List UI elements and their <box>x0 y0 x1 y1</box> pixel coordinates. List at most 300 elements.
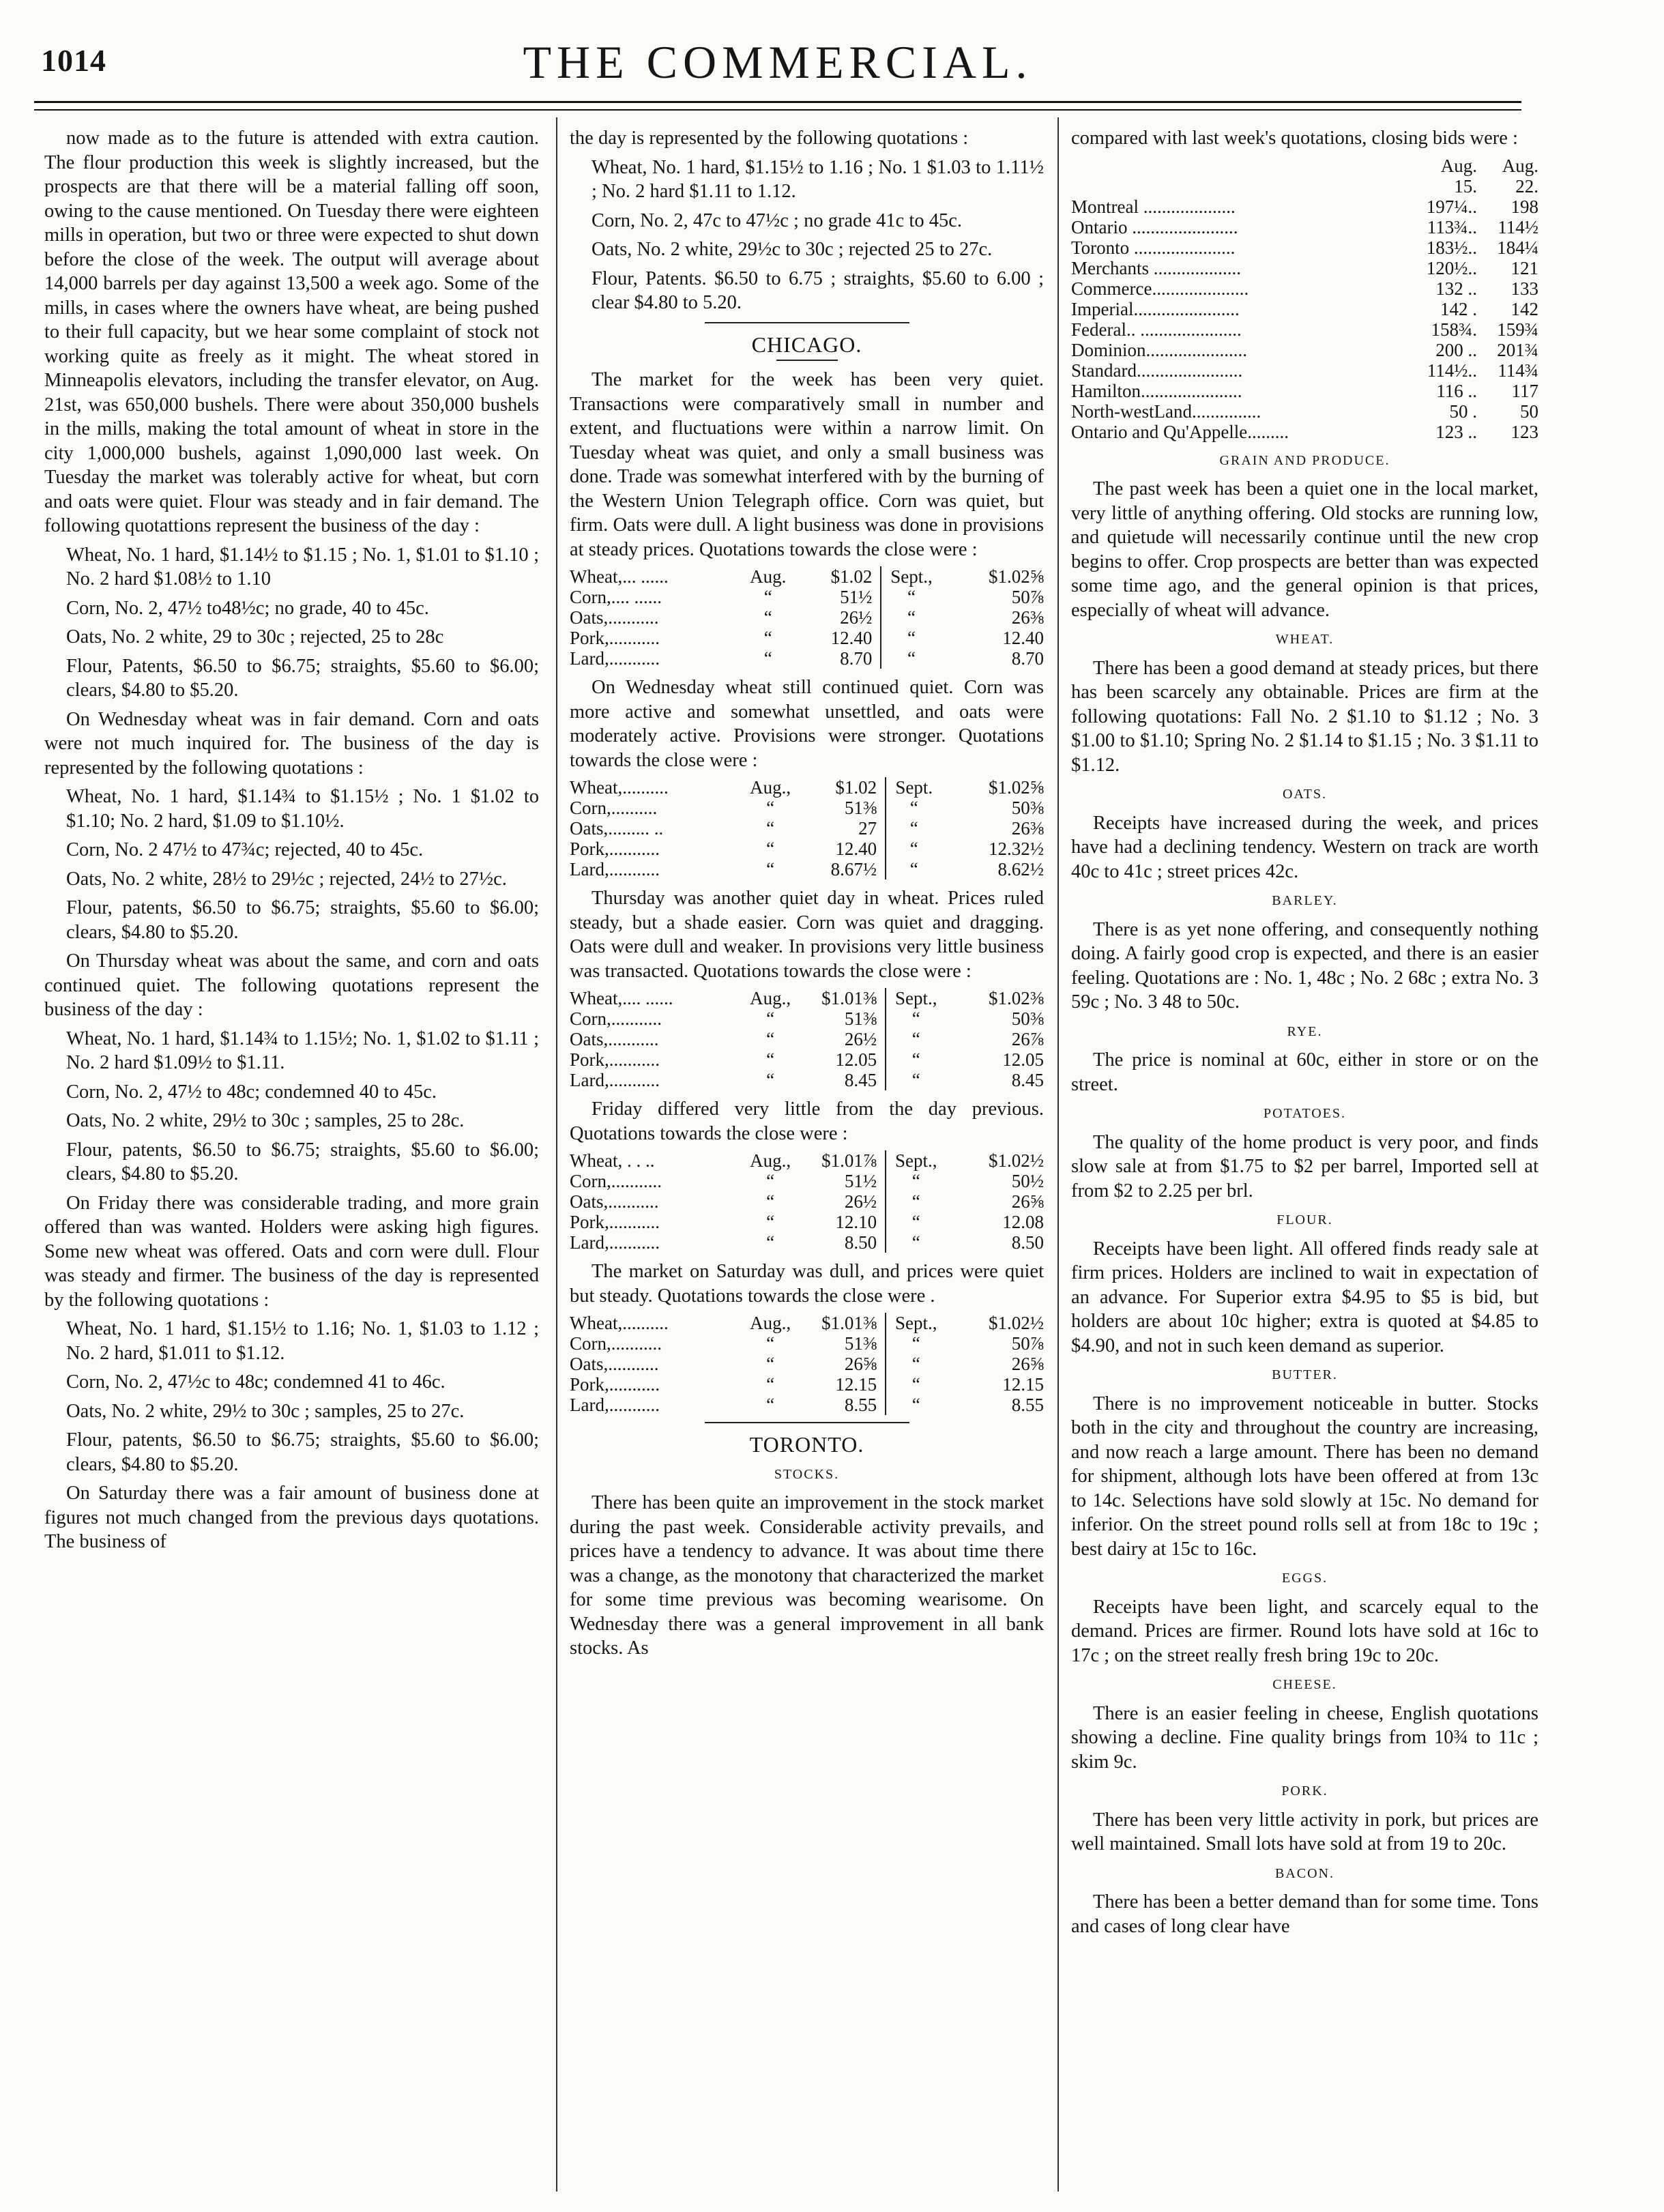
month-mark: “ <box>763 587 772 607</box>
month-mark: Sept., <box>890 566 933 587</box>
stock-row <box>1071 360 1538 381</box>
bid-aug22: 121 <box>1510 257 1538 278</box>
bid-aug15: 114½.. <box>1427 360 1477 381</box>
quotation-row <box>570 628 1044 648</box>
column-rule <box>886 1029 895 1049</box>
stock-row <box>1071 278 1538 299</box>
column-header-aug22: Aug. 22. <box>1502 155 1538 197</box>
commodity-label: Pork,........... <box>570 1049 660 1070</box>
column-divider <box>556 117 557 2192</box>
price-value: $1.01⅜ <box>821 1313 877 1333</box>
price-value: 8.70 <box>1011 648 1044 669</box>
quotation-row <box>570 587 1044 607</box>
commodity-label: Pork,........... <box>570 1374 660 1395</box>
price-value: $1.02½ <box>989 1313 1044 1333</box>
month-mark: Aug. <box>750 566 787 587</box>
column-rule <box>886 1212 895 1232</box>
quote-oats: Oats, No. 2 white, 29 to 30c ; rejected, 25 to 28c <box>66 626 444 647</box>
month-mark: “ <box>911 1354 920 1374</box>
month-mark: Aug., <box>750 777 791 798</box>
stock-table <box>1071 156 1538 442</box>
column-header-aug15: Aug. 15. <box>1440 155 1477 197</box>
heading-rule <box>776 360 838 361</box>
price-value: 26⅜ <box>1011 607 1044 628</box>
subheading-eggs: EGGS. <box>1281 1571 1328 1586</box>
bid-aug15: 200 .. <box>1435 339 1477 360</box>
month-mark: Sept., <box>894 988 937 1008</box>
month-mark: “ <box>766 1232 775 1253</box>
stock-name: Dominion...................... <box>1071 339 1248 360</box>
price-value: 27 <box>858 818 877 839</box>
price-value: 50⅜ <box>1011 1008 1044 1029</box>
month-mark: “ <box>911 1333 920 1354</box>
price-value: 12.05 <box>1002 1049 1044 1070</box>
section-rule <box>705 1422 909 1423</box>
price-value: 12.05 <box>835 1049 877 1070</box>
month-mark: “ <box>766 1374 775 1395</box>
price-value: 26½ <box>844 1191 877 1212</box>
month-mark: “ <box>907 607 916 628</box>
paragraph: There has been very little activity in pork, but prices are well maintained. Small lots have sold at from 19 to 20c. <box>1071 1809 1538 1854</box>
paragraph: Receipts have been light. All offered finds ready sale at firm prices. Holders are inclined to wait in expectation of an advance. For Superior extra $4.95 to $5 is bid, but holders are about 10c higher; extra is quoted at $4.85 to $4.90, and not in such keen demand as superior. <box>1071 1238 1538 1356</box>
price-value: 51⅜ <box>844 1333 877 1354</box>
price-value: 8.45 <box>844 1070 877 1090</box>
quote-flour: Flour, patents, $6.50 to $6.75; straights, $5.60 to $6.00; clears, $4.80 to $5.20. <box>66 1139 539 1184</box>
column-rule <box>881 648 890 669</box>
subheading-oats: OATS. <box>1282 787 1327 802</box>
price-value: 26⅝ <box>844 1354 877 1374</box>
stock-row <box>1071 237 1538 258</box>
month-mark: Sept., <box>894 1313 937 1333</box>
quote-wheat: Wheat, No. 1 hard, $1.15½ to 1.16 ; No. 1 $1.03 to 1.11½ ; No. 2 hard $1.11 to 1.12. <box>592 156 1044 202</box>
month-mark: “ <box>907 648 916 669</box>
price-value: 50⅜ <box>1011 798 1044 818</box>
commodity-label: Wheat, . . .. <box>570 1150 655 1171</box>
commodity-label: Lard,........... <box>570 648 660 669</box>
column-rule <box>881 607 890 628</box>
commodity-label: Pork,........... <box>570 628 660 648</box>
bid-aug15: 197¼.. <box>1426 196 1477 217</box>
column-rule <box>886 1333 895 1354</box>
quotation-row <box>570 1212 1044 1232</box>
paragraph: On Saturday there was a fair amount of business done at figures not much changed from the previous days quotations. The business of <box>44 1483 539 1552</box>
month-mark: “ <box>907 628 916 648</box>
paragraph: The price is nominal at 60c, either in store or on the street. <box>1071 1049 1538 1095</box>
commodity-label: Oats,......... .. <box>570 818 664 839</box>
bid-aug15: 113¾.. <box>1427 216 1477 237</box>
stock-name: Toronto ...................... <box>1071 237 1236 258</box>
column-rule <box>881 628 890 648</box>
price-value: 26⅝ <box>1011 1191 1044 1212</box>
quotation-row <box>570 1395 1044 1415</box>
month-mark: “ <box>766 1049 775 1070</box>
price-value: 12.10 <box>835 1212 877 1232</box>
month-mark: “ <box>911 1029 920 1049</box>
paragraph: There is as yet none offering, and consequently nothing doing. A fairly good crop is expected, and there is an easier feeling. Quotations are : No. 1, 48c ; No. 2 68c ; extra No. 3 59c ; No. 3 48 to 50c. <box>1071 918 1538 1013</box>
commodity-label: Lard,........... <box>570 859 660 879</box>
month-mark: Sept., <box>894 1150 937 1171</box>
header-rule-top <box>34 101 1521 103</box>
month-mark: “ <box>909 839 918 859</box>
month-mark: “ <box>911 1070 920 1090</box>
month-mark: “ <box>766 1171 775 1191</box>
price-value: $1.02⅜ <box>989 988 1044 1008</box>
stock-row <box>1071 401 1538 422</box>
commodity-label: Wheat,.......... <box>570 1313 669 1333</box>
commodity-label: Wheat,... ...... <box>570 566 669 587</box>
column-rule <box>886 777 895 798</box>
subheading-potatoes: POTATOES. <box>1263 1106 1347 1121</box>
bid-aug22: 50 <box>1520 401 1538 422</box>
price-value: 8.45 <box>1011 1070 1044 1090</box>
month-mark: “ <box>766 1029 775 1049</box>
bid-aug15: 183½.. <box>1426 237 1477 258</box>
price-value: 50⅞ <box>1011 1333 1044 1354</box>
month-mark: Aug., <box>750 1150 791 1171</box>
quotation-row <box>570 566 1044 587</box>
bid-aug22: 201¾ <box>1497 339 1538 360</box>
bid-aug15: 158¾. <box>1431 319 1477 340</box>
price-value: 8.67½ <box>830 859 877 879</box>
commodity-label: Pork,........... <box>570 1212 660 1232</box>
price-value: 12.15 <box>1002 1374 1044 1395</box>
quotation-row <box>570 988 1044 1008</box>
quotation-table <box>570 1313 1044 1415</box>
column-rule <box>881 566 890 587</box>
quotation-row <box>570 1150 1044 1171</box>
bid-aug15: 116 .. <box>1436 380 1477 401</box>
commodity-label: Lard,........... <box>570 1395 660 1415</box>
column-2 <box>570 126 1044 2187</box>
column-rule <box>886 988 895 1008</box>
price-value: $1.01⅜ <box>821 988 877 1008</box>
month-mark: “ <box>766 839 775 859</box>
month-mark: Sept. <box>895 777 933 798</box>
price-value: 51⅜ <box>844 1008 877 1029</box>
bid-aug22: 133 <box>1510 278 1538 299</box>
bid-aug22: 114½ <box>1498 216 1538 237</box>
bid-aug22: 142 <box>1510 298 1538 319</box>
price-value: 12.15 <box>835 1374 877 1395</box>
paragraph: now made as to the future is attended with extra caution. The flour production this week is slightly increased, but the prospects are that there will be a material falling off soon, owing to the cause mentioned. On Tuesday there were eighteen mills in operation, but two or three were expected to shut down before the close of the week. The output will average about 14,000 barrels per day against 13,500 a week ago. Some of the mills, in cases where the owners have wheat, are being pushed to their full capacity, but we hear some complaint of stock not working quite as freely as it might. The wheat stored in Minneapolis elevators, including the transfer elevator, on Aug. 21st, was 650,000 bushels. There were about 350,000 bushels in the mills, making the total amount of wheat in store in the city 1,000,000 bushels, against 1,090,000 last week. On Tuesday the market was tolerably active for wheat, but corn and oats were quiet. Flour was steady and in fair demand. The following quotattions represent the business of the day : <box>44 128 539 536</box>
price-value: 12.40 <box>1002 628 1044 648</box>
quote-corn: Corn, No. 2, 47½c to 48c; condemned 41 to 46c. <box>66 1371 446 1393</box>
commodity-label: Lard,........... <box>570 1070 660 1090</box>
price-value: $1.02 <box>835 777 877 798</box>
column-rule <box>886 798 895 818</box>
month-mark: “ <box>766 818 775 839</box>
column-3 <box>1071 126 1538 2187</box>
stock-row <box>1071 422 1538 442</box>
quotation-row <box>570 859 1044 879</box>
quote-corn: Corn, No. 2 47½ to 47¾c; rejected, 40 to 45c. <box>66 839 424 860</box>
quotation-row <box>570 1191 1044 1212</box>
quotation-row <box>570 1333 1044 1354</box>
quote-wheat: Wheat, No. 1 hard, $1.14¾ to $1.15½ ; No. 1 $1.02 to $1.10; No. 2 hard, $1.09 to $1.10½. <box>66 786 539 832</box>
quotation-row <box>570 777 1044 798</box>
masthead-title: THE COMMERCIAL. <box>523 36 1033 88</box>
month-mark: “ <box>911 1212 920 1232</box>
quotation-row <box>570 1313 1044 1333</box>
paragraph: There is an easier feeling in cheese, English quotations showing a decline. Fine quality brings from 10¾ to 11c ; skim 9c. <box>1071 1702 1538 1773</box>
price-value: 8.55 <box>1011 1395 1044 1415</box>
paragraph: The market on Saturday was dull, and prices were quiet but steady. Quotations towards the close were . <box>570 1261 1044 1307</box>
bid-aug22: 159¾ <box>1497 319 1538 340</box>
month-mark: “ <box>911 1171 920 1191</box>
quotation-row <box>570 1049 1044 1070</box>
month-mark: Aug., <box>750 1313 791 1333</box>
column-rule <box>886 1171 895 1191</box>
quote-corn: Corn, No. 2, 47½ to 48c; condemned 40 to 45c. <box>66 1081 437 1103</box>
page-header <box>34 27 1521 96</box>
price-value: 12.40 <box>835 839 877 859</box>
month-mark: “ <box>911 1374 920 1395</box>
month-mark: “ <box>766 1008 775 1029</box>
price-value: 26½ <box>844 1029 877 1049</box>
price-value: 8.50 <box>844 1232 877 1253</box>
quotation-row <box>570 607 1044 628</box>
month-mark: “ <box>911 1191 920 1212</box>
column-1 <box>44 126 539 2187</box>
bid-aug22: 117 <box>1511 380 1538 401</box>
quote-flour: Flour, Patents. $6.50 to 6.75 ; straights, $5.60 to 6.00 ; clear $4.80 to 5.20. <box>592 267 1044 313</box>
month-mark: “ <box>911 1008 920 1029</box>
subheading-flour: FLOUR. <box>1276 1212 1333 1227</box>
price-value: 26½ <box>840 607 873 628</box>
stock-name: Commerce..................... <box>1071 278 1249 299</box>
stock-row <box>1071 299 1538 319</box>
stock-name: Federal.. ...................... <box>1071 319 1242 340</box>
section-rule <box>705 322 909 323</box>
section-heading-chicago: CHICAGO. <box>751 332 862 357</box>
month-mark: “ <box>763 628 772 648</box>
column-divider <box>1057 117 1059 2192</box>
price-value: 51½ <box>840 587 873 607</box>
subheading-rye: RYE. <box>1287 1023 1323 1039</box>
price-value: 26⅝ <box>1011 1354 1044 1374</box>
month-mark: “ <box>911 1395 920 1415</box>
price-value: 26⅞ <box>1011 1029 1044 1049</box>
quotation-row <box>570 1029 1044 1049</box>
month-mark: “ <box>766 1070 775 1090</box>
stock-name: Ontario and Qu'Appelle......... <box>1071 421 1289 442</box>
column-rule <box>886 1354 895 1374</box>
paragraph: Thursday was another quiet day in wheat. Prices ruled steady, but a shade easier. Corn was quiet and dragging. Oats were dull and weaker. In provisions very little business was transacted. Quotations towards the close were : <box>570 888 1044 982</box>
column-rule <box>886 839 895 859</box>
paragraph: compared with last week's quotations, closing bids were : <box>1071 128 1518 149</box>
paragraph: On Wednesday wheat still continued quiet. Corn was more active and somewhat unsettled, and oats were moderately active. Provisions were stronger. Quotations towards the close were : <box>570 677 1044 771</box>
quote-wheat: Wheat, No. 1 hard, $1.14¾ to 1.15½; No. 1, $1.02 to $1.11 ; No. 2 hard $1.09½ to $1.11. <box>66 1028 539 1073</box>
price-value: 51½ <box>844 1171 877 1191</box>
column-rule <box>886 1008 895 1029</box>
bid-aug15: 120½.. <box>1426 257 1477 278</box>
paragraph: Receipts have increased during the week, and prices have had a declining tendency. Western on track are worth 40c to 41c ; street prices 42c. <box>1071 812 1538 882</box>
month-mark: “ <box>766 1191 775 1212</box>
price-value: 26⅜ <box>1011 818 1044 839</box>
quote-corn: Corn, No. 2, 47½ to48½c; no grade, 40 to 45c. <box>66 597 429 619</box>
quotation-row <box>570 818 1044 839</box>
month-mark: “ <box>766 1395 775 1415</box>
quotation-row <box>570 1374 1044 1395</box>
price-value: 8.55 <box>844 1395 877 1415</box>
month-mark: “ <box>909 798 918 818</box>
paragraph: The market for the week has been very quiet. Transactions were comparatively small in number and extent, and fluctuations were within a narrow limit. On Tuesday wheat was quiet, and only a small business was done. Trade was somewhat interfered with by the burning of the Western Union Telegraph office. Corn was quiet, but firm. Oats were dull. A light business was done in provisions at steady prices. Quotations towards the close were : <box>570 369 1044 560</box>
subheading-cheese: CHEESE. <box>1272 1677 1337 1692</box>
commodity-label: Corn,.......... <box>570 798 658 818</box>
paragraph: On Wednesday wheat was in fair demand. Corn and oats were not much inquired for. The business of the day is represented by the following quotations : <box>44 708 539 778</box>
stock-row <box>1071 217 1538 237</box>
commodity-label: Oats,........... <box>570 1354 659 1374</box>
commodity-label: Oats,........... <box>570 607 659 628</box>
price-value: 12.32½ <box>989 839 1044 859</box>
commodity-label: Lard,........... <box>570 1232 660 1253</box>
quotation-table <box>570 988 1044 1090</box>
month-mark: “ <box>766 859 775 879</box>
subheading-barley: BARLEY. <box>1272 893 1338 908</box>
price-value: 8.62½ <box>997 859 1044 879</box>
column-rule <box>886 1049 895 1070</box>
quote-wheat: Wheat, No. 1 hard, $1.14½ to $1.15 ; No. 1, $1.01 to $1.10 ; No. 2 hard $1.08½ to 1.10 <box>66 544 539 590</box>
month-mark: “ <box>911 1232 920 1253</box>
stock-row <box>1071 340 1538 360</box>
subheading-grain: GRAIN AND PRODUCE. <box>1219 452 1390 468</box>
column-rule <box>881 587 890 607</box>
column-rule <box>886 1313 895 1333</box>
quotation-table <box>570 777 1044 879</box>
month-mark: “ <box>763 607 772 628</box>
month-mark: “ <box>909 859 918 879</box>
commodity-label: Corn,........... <box>570 1333 662 1354</box>
column-rule <box>886 1070 895 1090</box>
paragraph: Friday differed very little from the day previous. Quotations towards the close were : <box>570 1098 1044 1144</box>
section-heading-toronto: TORONTO. <box>749 1432 864 1457</box>
column-rule <box>886 1150 895 1171</box>
quotation-row <box>570 839 1044 859</box>
bid-aug15: 123 .. <box>1435 421 1477 442</box>
quote-wheat: Wheat, No. 1 hard, $1.15½ to 1.16; No. 1, $1.03 to 1.12 ; No. 2 hard, $1.011 to $1.12. <box>66 1318 539 1364</box>
quotation-row <box>570 1354 1044 1374</box>
bid-aug15: 142 . <box>1440 298 1477 319</box>
bid-aug22: 198 <box>1510 196 1538 217</box>
quote-flour: Flour, patents, $6.50 to $6.75; straights, $5.60 to $6.00; clears, $4.80 to $5.20. <box>66 897 539 943</box>
column-rule <box>886 1232 895 1253</box>
quote-flour: Flour, Patents, $6.50 to $6.75; straights, $5.60 to $6.00; clears, $4.80 to $5.20. <box>66 655 539 701</box>
stock-row <box>1071 258 1538 278</box>
price-value: 51⅜ <box>844 798 877 818</box>
stock-name: Ontario ....................... <box>1071 216 1238 237</box>
quotation-table <box>570 566 1044 669</box>
quotation-row <box>570 648 1044 669</box>
quotation-row <box>570 1171 1044 1191</box>
bid-aug22: 184¼ <box>1497 237 1538 258</box>
month-mark: “ <box>766 798 775 818</box>
bid-aug22: 123 <box>1510 421 1538 442</box>
stock-name: Montreal .................... <box>1071 196 1236 217</box>
commodity-label: Corn,........... <box>570 1171 662 1191</box>
quotation-row <box>570 1070 1044 1090</box>
column-rule <box>886 859 895 879</box>
commodity-label: Wheat,.......... <box>570 777 669 798</box>
paragraph: There is no improvement noticeable in butter. Stocks both in the city and throughout the country are increasing, and now reach a large amount. There has been no demand for shipment, although lots have been offered at from 13c to 14c. Selections have sold slowly at 15c. No demand for inferior. On the street pound rolls sell at from 18c to 19c ; best dairy at 15c to 16c. <box>1071 1393 1538 1560</box>
quote-flour: Flour, patents, $6.50 to $6.75; straights, $5.60 to $6.00; clears, $4.80 to $5.20. <box>66 1429 539 1475</box>
stock-row <box>1071 197 1538 217</box>
stock-name: Standard....................... <box>1071 360 1243 381</box>
subheading-wheat: WHEAT. <box>1275 632 1334 647</box>
price-value: $1.01⅞ <box>821 1150 877 1171</box>
commodity-label: Pork,........... <box>570 839 660 859</box>
quotation-table <box>570 1150 1044 1253</box>
month-mark: “ <box>907 587 916 607</box>
quote-oats: Oats, No. 2 white, 28½ to 29½c ; rejected, 24½ to 27½c. <box>66 868 507 890</box>
bid-aug15: 50 . <box>1449 401 1477 422</box>
quotation-row <box>570 798 1044 818</box>
month-mark: “ <box>911 1049 920 1070</box>
price-value: $1.02 <box>830 566 873 587</box>
quote-oats: Oats, No. 2 white, 29½ to 30c ; samples, 25 to 27c. <box>66 1400 465 1422</box>
column-rule <box>886 1191 895 1212</box>
column-rule <box>886 1395 895 1415</box>
bid-aug15: 132 .. <box>1435 278 1477 299</box>
stock-name: Imperial....................... <box>1071 298 1240 319</box>
quote-corn: Corn, No. 2, 47c to 47½c ; no grade 41c to 45c. <box>592 209 962 231</box>
paragraph: On Thursday wheat was about the same, and corn and oats continued quiet. The following quotations represent the business of the day : <box>44 950 539 1020</box>
bid-aug22: 114¾ <box>1498 360 1538 381</box>
column-rule <box>886 1374 895 1395</box>
paragraph: The quality of the home product is very poor, and finds slow sale at from $1.75 to $2 per barrel, Imported sell at from $2 to 2.25 per brl. <box>1071 1131 1538 1202</box>
month-mark: “ <box>766 1333 775 1354</box>
subheading-butter: BUTTER. <box>1272 1367 1338 1382</box>
price-value: $1.02⅝ <box>989 566 1044 587</box>
quotation-row <box>570 1232 1044 1253</box>
paragraph: On Friday there was considerable trading, and more grain offered than was wanted. Holders were asking high figures. Some new wheat was offered. Oats and corn were dull. Flour was steady and firmer. The business of the day is represented by the following quotations : <box>44 1192 539 1311</box>
price-value: $1.02½ <box>989 1150 1044 1171</box>
price-value: 8.70 <box>840 648 873 669</box>
quotation-row <box>570 1008 1044 1029</box>
quote-oats: Oats, No. 2 white, 29½ to 30c ; samples, 25 to 28c. <box>66 1110 465 1131</box>
paragraph: There has been quite an improvement in the stock market during the past week. Considerable activity prevails, and prices have a tendency to advance. It was about time there was a change, as the monotony that characterized the market for some time previous was becoming wearisome. On Wednesday there was a general improvement in all bank stocks. As <box>570 1492 1044 1659</box>
price-value: 8.50 <box>1011 1232 1044 1253</box>
header-rule-bottom <box>34 109 1521 111</box>
stock-row <box>1071 319 1538 340</box>
stock-row <box>1071 381 1538 401</box>
commodity-label: Corn,........... <box>570 1008 662 1029</box>
paragraph: The past week has been a quiet one in the local market, very little of anything offering. Old stocks are running low, and quietude will necessarily continue until the new crop begins to offer. Crop prospects are better than was expected some time ago, and the general opinion is that prices, especially of wheat will advance. <box>1071 478 1538 621</box>
subheading-stocks: STOCKS. <box>774 1466 840 1482</box>
paragraph: There has been a good demand at steady prices, but there has been scarcely any obtainable. Prices are firm at the following quotations: Fall No. 2 $1.10 to $1.12 ; No. 3 $1.00 to $1.10; Spring No. 2 $1.14 to $1.15 ; No. 3 $1.11 to $1.12. <box>1071 657 1538 776</box>
stock-name: North-westLand............... <box>1071 401 1261 422</box>
month-mark: “ <box>766 1212 775 1232</box>
price-value: $1.02⅝ <box>989 777 1044 798</box>
month-mark: “ <box>909 818 918 839</box>
paragraph: Receipts have been light, and scarcely equal to the demand. Prices are firmer. Round lots have sold at 16c to 17c ; on the street really fresh bring 19c to 20c. <box>1071 1596 1538 1666</box>
stock-name: Hamilton...................... <box>1071 380 1242 401</box>
month-mark: “ <box>763 648 772 669</box>
commodity-label: Corn,.... ...... <box>570 587 662 607</box>
price-value: 50⅞ <box>1011 587 1044 607</box>
page-number: 1014 <box>41 43 106 78</box>
price-value: 12.40 <box>830 628 873 648</box>
subheading-bacon: BACON. <box>1274 1865 1334 1881</box>
commodity-label: Oats,........... <box>570 1029 659 1049</box>
paragraph: There has been a better demand than for some time. Tons and cases of long clear have <box>1071 1891 1538 1937</box>
stock-name: Merchants ................... <box>1071 257 1241 278</box>
quote-oats: Oats, No. 2 white, 29½c to 30c ; rejected 25 to 27c. <box>592 239 993 260</box>
paragraph: the day is represented by the following quotations : <box>570 128 969 149</box>
subheading-pork: PORK. <box>1281 1784 1328 1799</box>
month-mark: “ <box>766 1354 775 1374</box>
commodity-label: Oats,........... <box>570 1191 659 1212</box>
price-value: 50½ <box>1011 1171 1044 1191</box>
